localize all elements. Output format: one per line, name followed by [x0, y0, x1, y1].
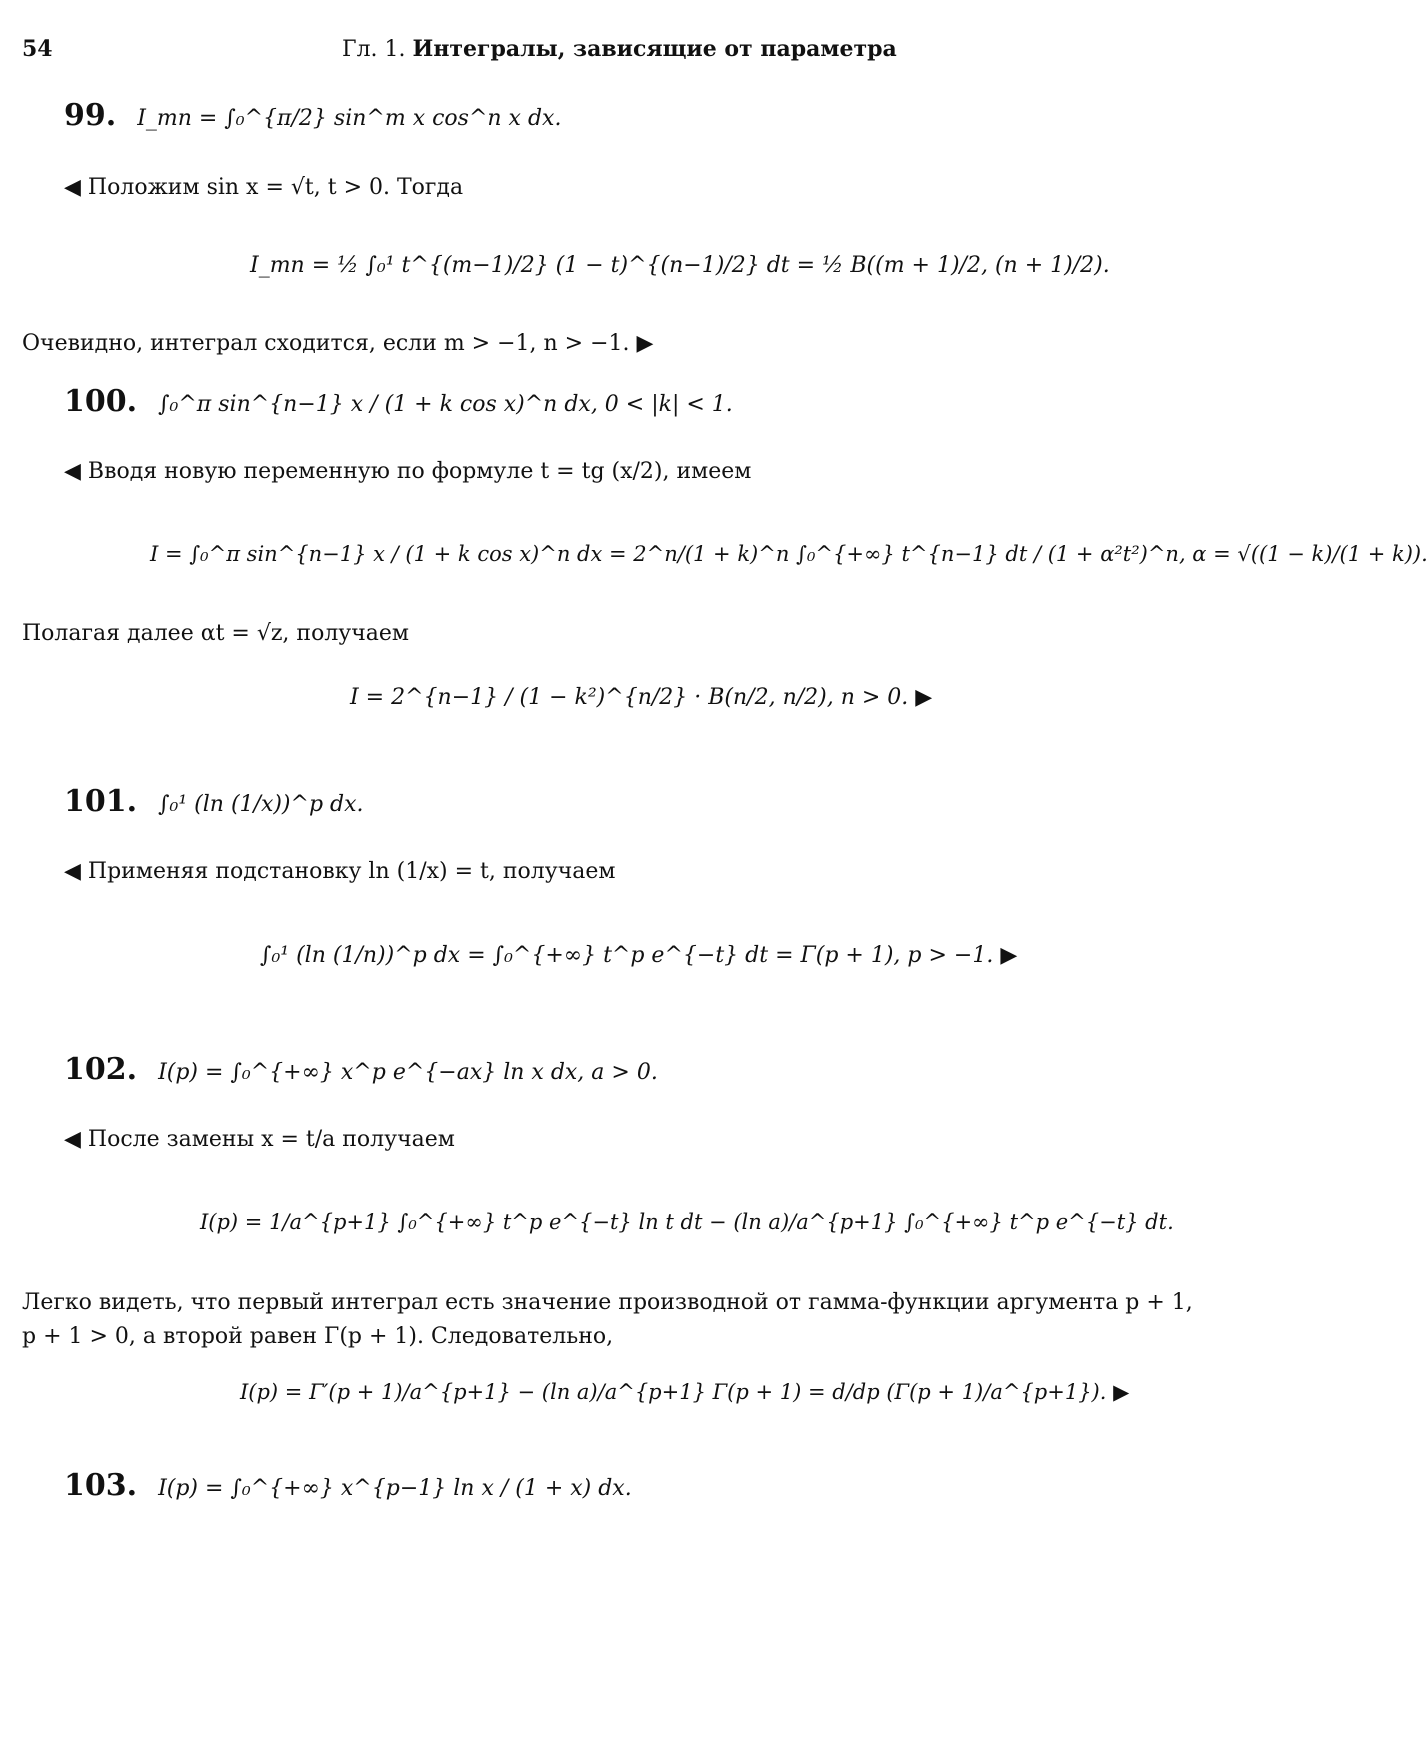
solution-hint: ◀ Положим sin x = √t, t > 0. Тогда [64, 175, 464, 200]
page-number: 54 [22, 36, 53, 62]
problem-number: 102. [64, 1052, 138, 1087]
solution-hint: ◀ Вводя новую переменную по формуле t = tg (x/2), имеем [64, 459, 752, 484]
formula: I(p) = 1/a^{p+1} ∫₀^{+∞} t^p e^{−t} ln t dt − (ln a)/a^{p+1} ∫₀^{+∞} t^p e^{−t} dt. [200, 1210, 1174, 1234]
problem-100 [64, 386, 733, 421]
chapter-label: Гл. 1. [342, 37, 406, 62]
problem-statement: I(p) = ∫₀^{+∞} x^{p−1} ln x / (1 + x) dx. [158, 1476, 632, 1501]
problem-statement: ∫₀¹ (ln (1/x))^p dx. [158, 792, 364, 817]
conclusion: Очевидно, интеграл сходится, если m > −1, n > −1. ▶ [22, 331, 654, 356]
problem-number: 100. [64, 384, 138, 419]
formula: I_mn = ½ ∫₀¹ t^{(m−1)/2} (1 − t)^{(n−1)/2} dt = ½ B((m + 1)/2, (n + 1)/2). [250, 253, 1110, 278]
formula: I(p) = Γ′(p + 1)/a^{p+1} − (ln a)/a^{p+1} Γ(p + 1) = d/dp (Γ(p + 1)/a^{p+1}). ▶ [240, 1380, 1130, 1404]
problem-103 [64, 1470, 632, 1505]
solution-hint: ◀ Применяя подстановку ln (1/x) = t, получаем [64, 859, 616, 884]
text-paragraph: Легко видеть, что первый интеграл есть значение производной от гамма-функции аргумента p + 1, p + 1 > 0, а второй равен Γ(p + 1). Следовательно, [22, 1290, 1193, 1349]
solution-step: Полагая далее αt = √z, получаем [22, 621, 410, 646]
problem-101 [64, 786, 364, 821]
formula: I = ∫₀^π sin^{n−1} x / (1 + k cos x)^n dx = 2^n/(1 + k)^n ∫₀^{+∞} t^{n−1} dt / (1 + α²t²)^n, α = √((1 − k)/(1 + k)). [150, 542, 1428, 566]
page-header [22, 36, 1217, 66]
problem-102 [64, 1054, 658, 1089]
formula: ∫₀¹ (ln (1/n))^p dx = ∫₀^{+∞} t^p e^{−t} dt = Γ(p + 1), p > −1. ▶ [260, 943, 1018, 968]
chapter-title: Интегралы, зависящие от параметра [412, 36, 897, 62]
problem-number: 99. [64, 98, 117, 133]
problem-99 [64, 100, 561, 135]
running-title [342, 36, 897, 62]
formula: I = 2^{n−1} / (1 − k²)^{n/2} · B(n/2, n/2), n > 0. ▶ [350, 685, 933, 710]
problem-statement: I(p) = ∫₀^{+∞} x^p e^{−ax} ln x dx, a > 0. [158, 1060, 658, 1085]
solution-hint: ◀ После замены x = t/a получаем [64, 1127, 455, 1152]
problem-statement: ∫₀^π sin^{n−1} x / (1 + k cos x)^n dx, 0 < |k| < 1. [158, 392, 733, 417]
problem-statement: I_mn = ∫₀^{π/2} sin^m x cos^n x dx. [137, 106, 562, 131]
problem-number: 101. [64, 784, 138, 819]
problem-number: 103. [64, 1468, 138, 1503]
